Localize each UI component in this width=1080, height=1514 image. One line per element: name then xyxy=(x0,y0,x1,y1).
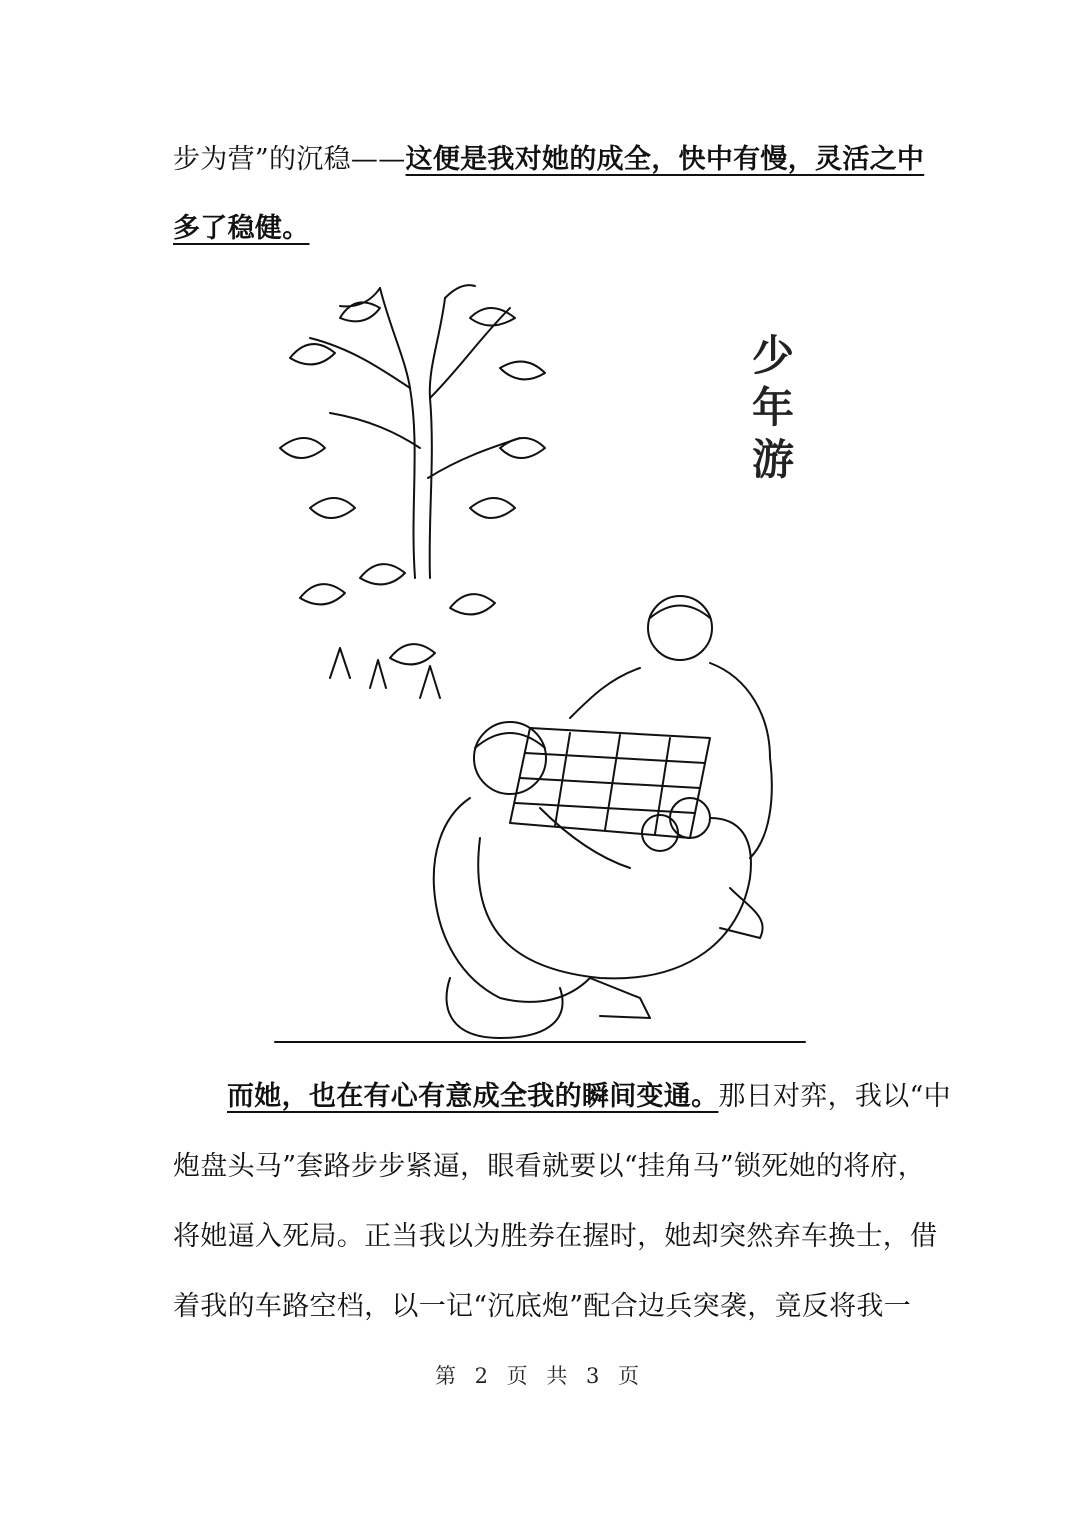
text-emphasis: 而她，也在有心有意成全我的瞬间变通。 xyxy=(227,1081,719,1112)
text-line-6 xyxy=(173,1290,912,1324)
chessboard-drawing xyxy=(478,728,751,978)
text-normal: 炮盘头马”套路步步紧逼，眼看就要以“挂角马”锁死她的将府， xyxy=(173,1151,926,1182)
title-char: 年 xyxy=(751,383,794,432)
title-char: 游 xyxy=(751,435,794,484)
tree-drawing xyxy=(280,285,545,698)
page-footer: 第 2 页 共 3 页 xyxy=(434,1364,646,1388)
text-normal: 将她逼入死局。正当我以为胜券在握时，她却突然弃车换士，借 xyxy=(173,1221,938,1252)
chess-players-illustration xyxy=(270,278,810,1046)
text-emphasis: 这便是我对她的成全，快中有慢，灵活之中 xyxy=(405,144,925,175)
illustration-title xyxy=(748,330,798,486)
text-normal: 步为营”的沉稳—— xyxy=(173,144,406,175)
player-near-drawing xyxy=(434,722,650,1038)
text-line-2 xyxy=(173,212,907,246)
text-line-1 xyxy=(173,143,925,177)
text-line-5 xyxy=(173,1220,938,1254)
title-char: 少 xyxy=(751,331,794,380)
text-emphasis: 多了稳健。 xyxy=(173,213,310,244)
text-line-3 xyxy=(227,1080,951,1114)
text-line-4 xyxy=(173,1150,926,1184)
text-normal: 那日对弈，我以“中 xyxy=(718,1081,951,1112)
player-far-drawing xyxy=(570,596,772,938)
text-normal: 着我的车路空档，以一记“沉底炮”配合边兵突袭，竟反将我一 xyxy=(173,1291,912,1322)
